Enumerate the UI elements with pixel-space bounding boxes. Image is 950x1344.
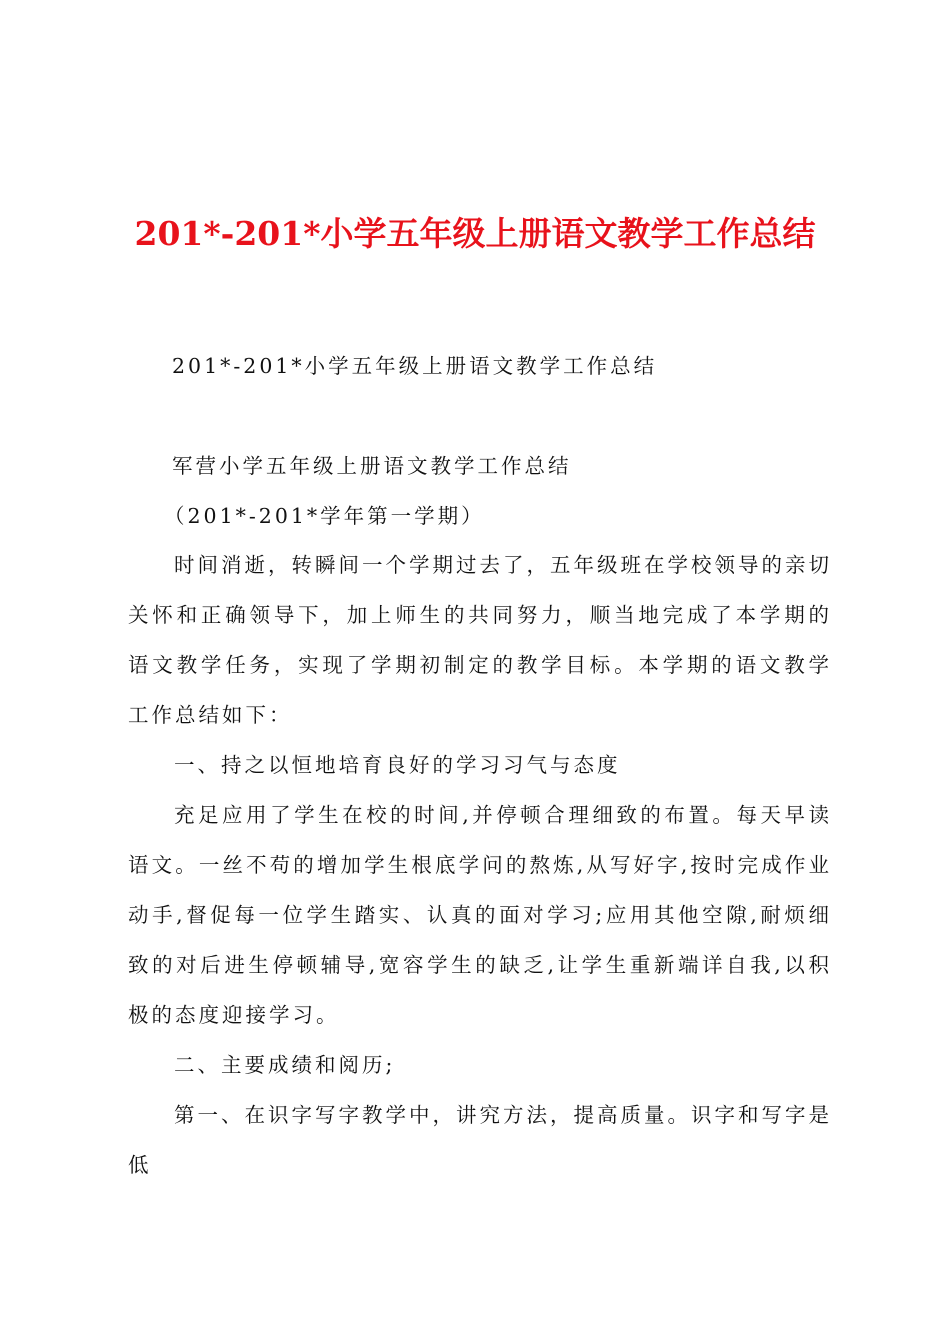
term-label: （201*-201*学年第一学期） bbox=[164, 504, 485, 528]
school-heading: 军营小学五年级上册语文教学工作总结 bbox=[172, 454, 572, 478]
section-heading-2: 二、主要成绩和阅历; bbox=[174, 1053, 396, 1077]
document-title: 201*-201*小学五年级上册语文教学工作总结 bbox=[134, 214, 816, 253]
section-heading-1: 一、持之以恒地培育良好的学习习气与态度 bbox=[174, 753, 621, 777]
paragraph-section-2: 第一、在识字写字教学中，讲究方法，提高质量。识字和写字是低 bbox=[128, 1103, 832, 1177]
document-subtitle: 201*-201*小学五年级上册语文教学工作总结 bbox=[172, 354, 658, 378]
paragraph-intro: 时间消逝，转瞬间一个学期过去了，五年级班在学校领导的亲切关怀和正确领导下，加上师生的共同努力，顺当地完成了本学期的语文教学任务，实现了学期初制定的教学目标。本学期的语文教学工作总结如下： bbox=[128, 553, 832, 727]
paragraph-section-1: 充足应用了学生在校的时间,并停顿合理细致的布置。每天早读语文。一丝不苟的增加学生根底学问的熬炼,从写好字,按时完成作业动手,督促每一位学生踏实、认真的面对学习;应用其他空隙,耐烦细致的对后进生停顿辅导,宽容学生的缺乏,让学生重新端详自我,以积极的态度迎接学习。 bbox=[128, 803, 832, 1027]
